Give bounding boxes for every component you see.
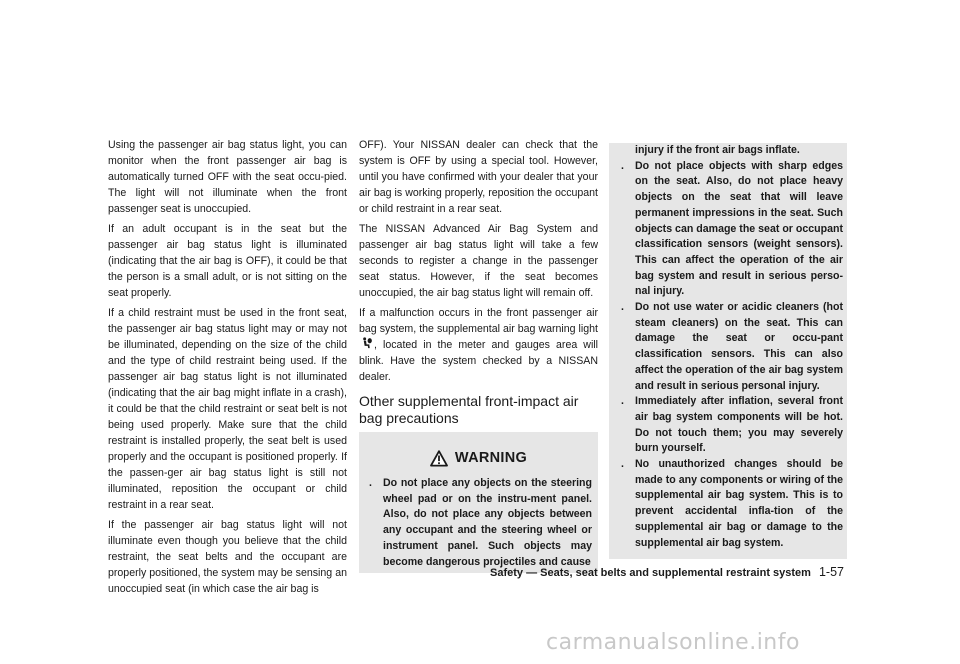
- paragraph: If an adult occupant is in the seat but the passenger air bag status light is illuminated (indicating that the air bag is OFF), it could be that the person is a small adult, or is not sitting on the seat properly.: [108, 223, 347, 299]
- bullet: .: [369, 477, 372, 489]
- paragraph: If a child restraint must be used in the front seat, the passenger air bag status light may or may not be illuminated, depending on the size of the child and the type of child restraint being used. If the passenger air bag status light is not illuminated (indicating that the air bag might inflate in a crash), it could be that the child restraint or seat belt is not being used properly. Make sure that the child restraint is installed properly, the seat belt is used properly and the occupant is positioned properly. If the passen-ger air bag status light is still not illuminated, reposition the occupant or child restraint in a rear seat.: [108, 307, 347, 511]
- warning-item: [617, 159, 843, 300]
- malfunction-text-after: , located in the meter and gauges area will blink. Have the system checked by a NISSAN dealer.: [359, 339, 598, 383]
- malfunction-paragraph: [359, 305, 598, 385]
- paragraph: The NISSAN Advanced Air Bag System and passenger air bag status light will take a few seconds to register a change in the passenger seat status. However, if the seat becomes unoccupied, the air bag status light will remain off.: [359, 223, 598, 299]
- column-3-warning-continuation: [609, 143, 847, 559]
- warning-item: [617, 457, 843, 551]
- warning-item: [617, 394, 843, 457]
- warning-title: WARNING: [454, 450, 528, 466]
- bullet: .: [621, 395, 624, 408]
- warning-continuation: injury if the front air bags inflate.: [635, 144, 800, 156]
- page-number: 1-57: [818, 565, 844, 579]
- footer-section-title: Safety — Seats, seat belts and supplemental restraint system: [490, 567, 811, 579]
- bullet: .: [621, 159, 624, 172]
- paragraph: OFF). Your NISSAN dealer can check that the system is OFF by using a special tool. However, until you have confirmed with your dealer that your air bag is working properly, reposition the occupant or child restraint in a rear seat.: [359, 139, 598, 215]
- warning-item-text: No unauthorized changes should be made to any components or wiring of the supplemental air bag system. This is to prevent accidental infla-tion of the supplemental air bag or damage to the supplemental air bag system.: [635, 458, 843, 549]
- warning-item-text: Do not use water or acidic cleaners (hot steam cleaners) on the seat. This can damage the seat or occu-pant classification sensors. This can also affect the operation of the air bag system and result in serious personal injury.: [635, 301, 843, 392]
- warning-box: [359, 432, 598, 573]
- warning-item-text: Do not place objects with sharp edges on the seat. Also, do not place heavy objects on the seat that will leave permanent impressions in the seat. Such objects can damage the seat or occupant classification sensors (weight sensors). This can affect the operation of the air bag system and result in serious perso-nal injury.: [635, 159, 843, 298]
- airbag-warning-light-icon: [360, 337, 373, 349]
- column-1: [108, 137, 347, 601]
- watermark: carmanualsonline.info: [546, 630, 800, 655]
- column-2: [359, 137, 598, 573]
- page-footer: [490, 565, 860, 579]
- warning-triangle-icon: [430, 450, 448, 467]
- warning-item: [365, 476, 592, 570]
- warning-item-text: Do not place any objects on the steering wheel pad or on the instru-ment panel. Also, do not place any objects between any occupant and the steering wheel or instrument panel. Such objects may become dangerous projectiles and cause: [383, 477, 592, 568]
- bullet: .: [621, 458, 624, 471]
- paragraph: If the passenger air bag status light will not illuminate even though you believe that the child restraint, the seat belts and the occupant are properly positioned, the system may be sensing an unoccupied seat (in which case the air bag is: [108, 519, 347, 595]
- warning-item: [617, 300, 843, 394]
- warning-header: [365, 446, 592, 470]
- section-heading: Other supplemental front-impact air bag precautions: [359, 393, 579, 426]
- paragraph: Using the passenger air bag status light, you can monitor when the front passenger air bag is automatically turned OFF with the seat occu-pied. The light will not illuminate when the front passenger seat is unoccupied.: [108, 139, 347, 215]
- malfunction-text-before: If a malfunction occurs in the front passenger air bag system, the supplemental air bag warning light: [359, 307, 598, 335]
- bullet: .: [621, 301, 624, 314]
- warning-item-text: Immediately after inflation, several front air bag system components will be hot. Do not touch them; you may severely burn yourself.: [635, 395, 843, 455]
